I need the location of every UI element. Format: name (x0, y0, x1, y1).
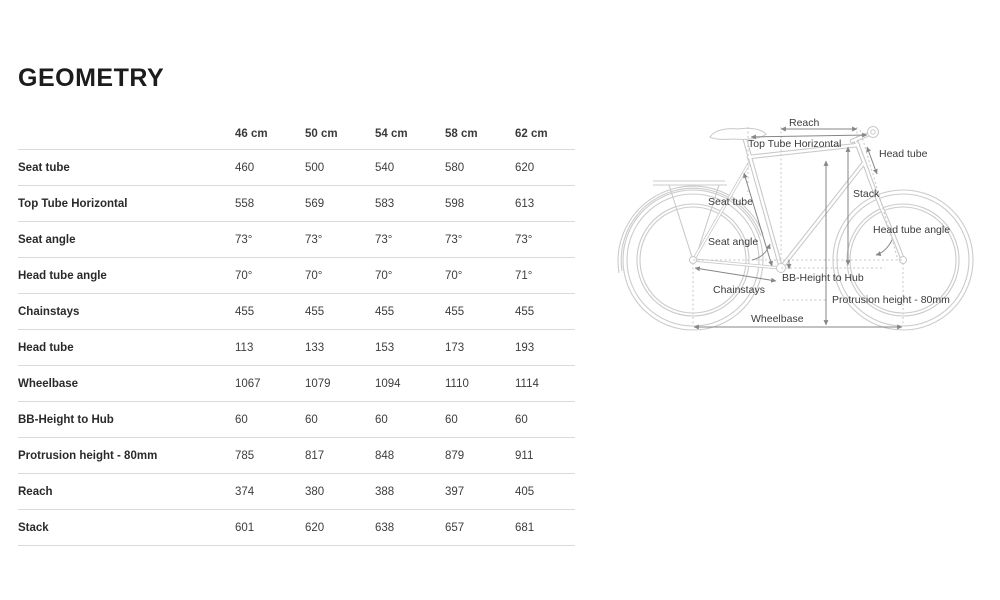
value-cell: 601 (235, 510, 305, 546)
value-cell: 657 (445, 510, 515, 546)
value-cell: 60 (375, 402, 445, 438)
value-cell: 133 (305, 330, 375, 366)
value-cell: 113 (235, 330, 305, 366)
value-cell: 558 (235, 186, 305, 222)
row-label: Stack (18, 510, 235, 546)
table-row (18, 402, 575, 438)
value-cell: 681 (515, 510, 575, 546)
value-cell: 153 (375, 330, 445, 366)
value-cell: 455 (445, 294, 515, 330)
table-row (18, 258, 575, 294)
row-label: BB-Height to Hub (18, 402, 235, 438)
value-cell: 70° (305, 258, 375, 294)
value-cell: 374 (235, 474, 305, 510)
row-label: Top Tube Horizontal (18, 186, 235, 222)
value-cell: 580 (445, 150, 515, 186)
value-cell: 60 (305, 402, 375, 438)
top-tube-arrow (751, 135, 867, 137)
row-label: Chainstays (18, 294, 235, 330)
value-cell: 911 (515, 438, 575, 474)
wheelbase-label: Wheelbase (751, 313, 804, 325)
row-label: Head tube angle (18, 258, 235, 294)
value-cell: 455 (515, 294, 575, 330)
value-cell: 540 (375, 150, 445, 186)
value-cell: 70° (235, 258, 305, 294)
table-row (18, 438, 575, 474)
size-header-4: 62 cm (515, 118, 575, 150)
value-cell: 598 (445, 186, 515, 222)
value-cell: 60 (515, 402, 575, 438)
row-label: Seat angle (18, 222, 235, 258)
row-label: Wheelbase (18, 366, 235, 402)
size-header-3: 58 cm (445, 118, 515, 150)
value-cell: 380 (305, 474, 375, 510)
head-tube-angle-arc (876, 240, 892, 255)
head-tube-label: Head tube (879, 148, 928, 160)
value-cell: 73° (515, 222, 575, 258)
table-row (18, 474, 575, 510)
bike-geometry-diagram (605, 100, 997, 350)
value-cell: 785 (235, 438, 305, 474)
table-row (18, 294, 575, 330)
bb-height-to-hub-label: BB-Height to Hub (782, 272, 864, 284)
value-cell: 1094 (375, 366, 445, 402)
value-cell: 455 (235, 294, 305, 330)
seat-angle-label: Seat angle (708, 236, 759, 248)
value-cell: 620 (305, 510, 375, 546)
value-cell: 73° (305, 222, 375, 258)
row-label: Protrusion height - 80mm (18, 438, 235, 474)
value-cell: 817 (305, 438, 375, 474)
value-cell: 71° (515, 258, 575, 294)
reach-label: Reach (789, 117, 820, 129)
value-cell: 1079 (305, 366, 375, 402)
value-cell: 583 (375, 186, 445, 222)
value-cell: 60 (445, 402, 515, 438)
table-row (18, 150, 575, 186)
table-row (18, 510, 575, 546)
value-cell: 638 (375, 510, 445, 546)
corner-cell (18, 118, 235, 150)
row-label: Seat tube (18, 150, 235, 186)
value-cell: 613 (515, 186, 575, 222)
table-row (18, 330, 575, 366)
value-cell: 500 (305, 150, 375, 186)
value-cell: 70° (375, 258, 445, 294)
protrusion-height-label: Protrusion height - 80mm (832, 294, 950, 306)
header-row (18, 118, 575, 150)
value-cell: 73° (235, 222, 305, 258)
table-row (18, 222, 575, 258)
value-cell: 388 (375, 474, 445, 510)
value-cell: 73° (375, 222, 445, 258)
table-row (18, 366, 575, 402)
value-cell: 460 (235, 150, 305, 186)
value-cell: 405 (515, 474, 575, 510)
value-cell: 848 (375, 438, 445, 474)
row-label: Reach (18, 474, 235, 510)
seat-tube-label: Seat tube (708, 196, 753, 208)
value-cell: 73° (445, 222, 515, 258)
value-cell: 455 (375, 294, 445, 330)
value-cell: 879 (445, 438, 515, 474)
value-cell: 60 (235, 402, 305, 438)
handlebar-grip (868, 127, 879, 138)
geometry-table (18, 118, 575, 546)
size-header-0: 46 cm (235, 118, 305, 150)
size-header-1: 50 cm (305, 118, 375, 150)
value-cell: 620 (515, 150, 575, 186)
value-cell: 173 (445, 330, 515, 366)
row-label: Head tube (18, 330, 235, 366)
stack-label: Stack (853, 188, 880, 200)
top-tube-horizontal-label: Top Tube Horizontal (748, 138, 842, 150)
value-cell: 70° (445, 258, 515, 294)
value-cell: 1110 (445, 366, 515, 402)
value-cell: 193 (515, 330, 575, 366)
size-header-2: 54 cm (375, 118, 445, 150)
page-title: GEOMETRY (18, 64, 165, 92)
chainstays-arrow (695, 268, 776, 281)
value-cell: 1114 (515, 366, 575, 402)
value-cell: 397 (445, 474, 515, 510)
table-row (18, 186, 575, 222)
chainstays-label: Chainstays (713, 284, 765, 296)
head-tube-angle-label: Head tube angle (873, 224, 951, 236)
value-cell: 569 (305, 186, 375, 222)
value-cell: 1067 (235, 366, 305, 402)
value-cell: 455 (305, 294, 375, 330)
